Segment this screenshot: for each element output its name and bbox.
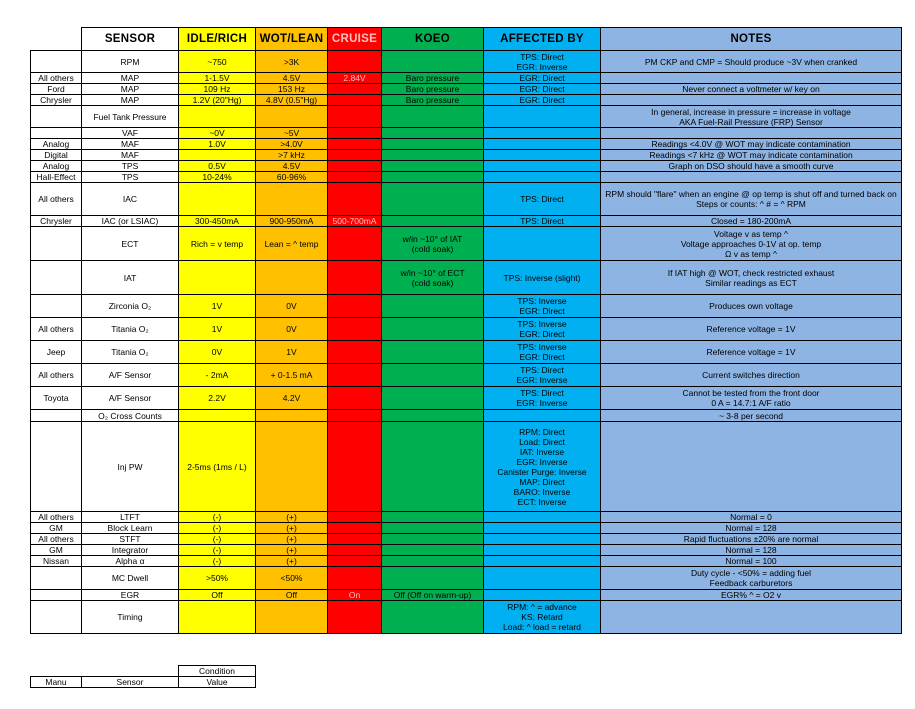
sensor-name-cell: IAT: [82, 261, 179, 295]
affected-by-cell: RPM: ^ = advance KS: Retard Load: ^ load = retard: [484, 601, 601, 634]
notes-cell: Never connect a voltmeter w/ key on: [601, 84, 902, 95]
legend-empty-cell: [31, 666, 82, 677]
notes-cell: Normal = 0: [601, 512, 902, 523]
sensor-name-cell: Titania O₂: [82, 318, 179, 341]
notes-cell: If IAT high @ WOT, check restricted exhaust Similar readings as ECT: [601, 261, 902, 295]
sensor-name-cell: Integrator: [82, 545, 179, 556]
table-row: [31, 128, 902, 139]
legend-row-bottom: [31, 677, 256, 688]
idle-rich-cell: [179, 150, 256, 161]
manufacturer-cell: All others: [31, 534, 82, 545]
sensor-name-cell: Timing: [82, 601, 179, 634]
legend-empty-cell: [82, 666, 179, 677]
cruise-cell: [328, 387, 382, 410]
table-row: [31, 227, 902, 261]
idle-rich-cell: (-): [179, 545, 256, 556]
manufacturer-cell: Jeep: [31, 341, 82, 364]
table-row: [31, 183, 902, 216]
affected-by-cell: [484, 150, 601, 161]
idle-rich-cell: 300-450mA: [179, 216, 256, 227]
affected-by-cell: [484, 106, 601, 128]
koeo-cell: [382, 51, 484, 73]
sensor-name-cell: Zirconia O₂: [82, 295, 179, 318]
manufacturer-cell: Analog: [31, 139, 82, 150]
idle-rich-cell: Off: [179, 590, 256, 601]
table-row: [31, 601, 902, 634]
koeo-cell: [382, 341, 484, 364]
notes-cell: Voltage v as temp ^ Voltage approaches 0-1V at op. temp Ω v as temp ^: [601, 227, 902, 261]
table-row: [31, 51, 902, 73]
wot-lean-cell: >3K: [256, 51, 328, 73]
wot-lean-cell: (+): [256, 523, 328, 534]
cruise-cell: 2.84V: [328, 73, 382, 84]
wot-lean-cell: 1V: [256, 341, 328, 364]
wot-lean-cell: (+): [256, 556, 328, 567]
affected-by-cell: [484, 227, 601, 261]
idle-rich-cell: 109 Hz: [179, 84, 256, 95]
affected-by-cell: [484, 567, 601, 590]
table-row: [31, 216, 902, 227]
sensor-name-cell: TPS: [82, 172, 179, 183]
wot-lean-cell: (+): [256, 534, 328, 545]
wot-lean-cell: [256, 410, 328, 422]
wot-lean-cell: Lean = ^ temp: [256, 227, 328, 261]
table-row: [31, 567, 902, 590]
idle-rich-cell: >50%: [179, 567, 256, 590]
wot-lean-cell: (+): [256, 545, 328, 556]
sensor-name-cell: MC Dwell: [82, 567, 179, 590]
manufacturer-cell: [31, 227, 82, 261]
affected-by-cell: RPM: Direct Load: Direct IAT: Inverse EGR: Inverse Canister Purge: Inverse MAP: Direct BARO: Inverse ECT: Inverse: [484, 422, 601, 512]
header-notes: NOTES: [601, 28, 902, 51]
cruise-cell: [328, 545, 382, 556]
cruise-cell: [328, 422, 382, 512]
table-row: [31, 139, 902, 150]
manufacturer-cell: Nissan: [31, 556, 82, 567]
manufacturer-cell: All others: [31, 364, 82, 387]
table-row: [31, 150, 902, 161]
notes-cell: Graph on DSO should have a smooth curve: [601, 161, 902, 172]
sensor-name-cell: STFT: [82, 534, 179, 545]
affected-by-cell: [484, 590, 601, 601]
table-row: [31, 73, 902, 84]
idle-rich-cell: 1.2V (20"Hg): [179, 95, 256, 106]
affected-by-cell: TPS: Direct: [484, 183, 601, 216]
sensor-name-cell: IAC: [82, 183, 179, 216]
koeo-cell: Off (Off on warm-up): [382, 590, 484, 601]
legend-manu: Manu: [31, 677, 82, 688]
table-row: [31, 387, 902, 410]
wot-lean-cell: 4.5V: [256, 161, 328, 172]
table-row: [31, 106, 902, 128]
koeo-cell: [382, 128, 484, 139]
manufacturer-cell: [31, 261, 82, 295]
wot-lean-cell: Off: [256, 590, 328, 601]
cruise-cell: 500-700mA: [328, 216, 382, 227]
header-koeo: KOEO: [382, 28, 484, 51]
cruise-cell: [328, 128, 382, 139]
manufacturer-cell: [31, 601, 82, 634]
manufacturer-cell: [31, 567, 82, 590]
affected-by-cell: [484, 410, 601, 422]
manufacturer-cell: [31, 410, 82, 422]
cruise-cell: [328, 556, 382, 567]
cruise-cell: [328, 51, 382, 73]
notes-cell: Normal = 128: [601, 545, 902, 556]
table-row: [31, 512, 902, 523]
idle-rich-cell: 1V: [179, 318, 256, 341]
notes-cell: Readings <4.0V @ WOT may indicate contamination: [601, 139, 902, 150]
manufacturer-cell: Digital: [31, 150, 82, 161]
wot-lean-cell: 60-96%: [256, 172, 328, 183]
cruise-cell: [328, 364, 382, 387]
notes-cell: Current switches direction: [601, 364, 902, 387]
cruise-cell: [328, 84, 382, 95]
wot-lean-cell: [256, 261, 328, 295]
sensor-name-cell: Block Learn: [82, 523, 179, 534]
notes-cell: [601, 422, 902, 512]
affected-by-cell: TPS: Inverse EGR: Direct: [484, 295, 601, 318]
table-row: [31, 318, 902, 341]
wot-lean-cell: [256, 183, 328, 216]
koeo-cell: [382, 139, 484, 150]
koeo-cell: [382, 410, 484, 422]
manufacturer-cell: All others: [31, 183, 82, 216]
notes-cell: Cannot be tested from the front door 0 A = 14.7:1 A/F ratio: [601, 387, 902, 410]
notes-cell: Readings <7 kHz @ WOT may indicate contamination: [601, 150, 902, 161]
idle-rich-cell: Rich = v temp: [179, 227, 256, 261]
cruise-cell: [328, 318, 382, 341]
notes-cell: RPM should "flare" when an engine @ op temp is shut off and turned back on Steps or counts: ^ # = ^ RPM: [601, 183, 902, 216]
table-row: [31, 261, 902, 295]
koeo-cell: [382, 523, 484, 534]
koeo-cell: [382, 545, 484, 556]
manufacturer-cell: [31, 106, 82, 128]
table-row: [31, 556, 902, 567]
cruise-cell: [328, 139, 382, 150]
affected-by-cell: TPS: Direct EGR: Inverse: [484, 364, 601, 387]
legend-key: [30, 665, 256, 688]
sensor-name-cell: ECT: [82, 227, 179, 261]
wot-lean-cell: >7 kHz: [256, 150, 328, 161]
manufacturer-cell: All others: [31, 512, 82, 523]
idle-rich-cell: 0V: [179, 341, 256, 364]
table-row: [31, 172, 902, 183]
sensor-name-cell: MAF: [82, 150, 179, 161]
sensor-name-cell: Inj PW: [82, 422, 179, 512]
koeo-cell: w/in ~10° of ECT (cold soak): [382, 261, 484, 295]
koeo-cell: [382, 106, 484, 128]
manufacturer-cell: Analog: [31, 161, 82, 172]
affected-by-cell: [484, 523, 601, 534]
notes-cell: [601, 73, 902, 84]
sensor-name-cell: O₂ Cross Counts: [82, 410, 179, 422]
cruise-cell: [328, 95, 382, 106]
manufacturer-cell: [31, 128, 82, 139]
affected-by-cell: [484, 545, 601, 556]
manufacturer-cell: GM: [31, 545, 82, 556]
notes-cell: PM CKP and CMP = Should produce ~3V when cranked: [601, 51, 902, 73]
affected-by-cell: TPS: Inverse (slight): [484, 261, 601, 295]
notes-cell: Normal = 128: [601, 523, 902, 534]
table-row: [31, 523, 902, 534]
cruise-cell: [328, 261, 382, 295]
sensor-name-cell: LTFT: [82, 512, 179, 523]
notes-cell: Normal = 100: [601, 556, 902, 567]
sensor-name-cell: VAF: [82, 128, 179, 139]
manufacturer-cell: All others: [31, 73, 82, 84]
idle-rich-cell: [179, 183, 256, 216]
wot-lean-cell: 4.2V: [256, 387, 328, 410]
manufacturer-cell: Chrysler: [31, 95, 82, 106]
cruise-cell: [328, 172, 382, 183]
idle-rich-cell: (-): [179, 534, 256, 545]
affected-by-cell: EGR: Direct: [484, 73, 601, 84]
notes-cell: In general, increase in pressure = increase in voltage AKA Fuel-Rail Pressure (FRP) Sensor: [601, 106, 902, 128]
sensor-name-cell: Fuel Tank Pressure: [82, 106, 179, 128]
koeo-cell: Baro pressure: [382, 73, 484, 84]
sensor-name-cell: A/F Sensor: [82, 364, 179, 387]
cruise-cell: [328, 523, 382, 534]
wot-lean-cell: ~5V: [256, 128, 328, 139]
table-row: [31, 590, 902, 601]
table-row: [31, 364, 902, 387]
affected-by-cell: TPS: Direct EGR: Inverse: [484, 51, 601, 73]
idle-rich-cell: (-): [179, 523, 256, 534]
sensor-name-cell: RPM: [82, 51, 179, 73]
wot-lean-cell: [256, 601, 328, 634]
legend-value: Value: [179, 677, 256, 688]
wot-lean-cell: <50%: [256, 567, 328, 590]
affected-by-cell: [484, 161, 601, 172]
idle-rich-cell: 0.5V: [179, 161, 256, 172]
sensor-name-cell: A/F Sensor: [82, 387, 179, 410]
cruise-cell: [328, 106, 382, 128]
cruise-cell: [328, 227, 382, 261]
header-row: [31, 28, 902, 51]
affected-by-cell: TPS: Inverse EGR: Direct: [484, 341, 601, 364]
header-idle-rich: IDLE/RICH: [179, 28, 256, 51]
idle-rich-cell: [179, 106, 256, 128]
manufacturer-cell: [31, 590, 82, 601]
cruise-cell: [328, 341, 382, 364]
cruise-cell: [328, 567, 382, 590]
sensor-name-cell: IAC (or LSIAC): [82, 216, 179, 227]
wot-lean-cell: 4.5V: [256, 73, 328, 84]
wot-lean-cell: 900-950mA: [256, 216, 328, 227]
idle-rich-cell: 1-1.5V: [179, 73, 256, 84]
manufacturer-cell: Chrysler: [31, 216, 82, 227]
notes-cell: ~ 3-8 per second: [601, 410, 902, 422]
cruise-cell: [328, 150, 382, 161]
legend-sensor: Sensor: [82, 677, 179, 688]
table-row: [31, 422, 902, 512]
sensor-name-cell: Titania O₂: [82, 341, 179, 364]
idle-rich-cell: ~0V: [179, 128, 256, 139]
table-body: [31, 51, 902, 634]
koeo-cell: [382, 183, 484, 216]
idle-rich-cell: (-): [179, 556, 256, 567]
notes-cell: Reference voltage = 1V: [601, 318, 902, 341]
affected-by-cell: EGR: Direct: [484, 84, 601, 95]
koeo-cell: w/in ~10° of IAT (cold soak): [382, 227, 484, 261]
sensor-name-cell: TPS: [82, 161, 179, 172]
header-wot-lean: WOT/LEAN: [256, 28, 328, 51]
sensor-name-cell: Alpha α: [82, 556, 179, 567]
header-sensor: SENSOR: [82, 28, 179, 51]
notes-cell: [601, 601, 902, 634]
table-row: [31, 295, 902, 318]
wot-lean-cell: 4.8V (0.5"Hg): [256, 95, 328, 106]
koeo-cell: [382, 150, 484, 161]
manufacturer-cell: All others: [31, 318, 82, 341]
notes-cell: Duty cycle - <50% = adding fuel Feedback carburetors: [601, 567, 902, 590]
sensor-name-cell: EGR: [82, 590, 179, 601]
affected-by-cell: TPS: Inverse EGR: Direct: [484, 318, 601, 341]
notes-cell: [601, 95, 902, 106]
manufacturer-cell: Ford: [31, 84, 82, 95]
koeo-cell: [382, 422, 484, 512]
wot-lean-cell: >4.0V: [256, 139, 328, 150]
cruise-cell: [328, 410, 382, 422]
notes-cell: EGR% ^ = O2 v: [601, 590, 902, 601]
manufacturer-cell: Toyota: [31, 387, 82, 410]
koeo-cell: [382, 172, 484, 183]
idle-rich-cell: 1.0V: [179, 139, 256, 150]
koeo-cell: [382, 161, 484, 172]
table-row: [31, 341, 902, 364]
koeo-cell: [382, 216, 484, 227]
affected-by-cell: [484, 139, 601, 150]
notes-cell: Reference voltage = 1V: [601, 341, 902, 364]
koeo-cell: [382, 556, 484, 567]
idle-rich-cell: - 2mA: [179, 364, 256, 387]
cruise-cell: [328, 183, 382, 216]
koeo-cell: [382, 387, 484, 410]
idle-rich-cell: ~750: [179, 51, 256, 73]
notes-cell: [601, 128, 902, 139]
koeo-cell: [382, 318, 484, 341]
table-row: [31, 534, 902, 545]
legend-row-top: [31, 666, 256, 677]
manufacturer-cell: GM: [31, 523, 82, 534]
koeo-cell: [382, 534, 484, 545]
manufacturer-cell: [31, 422, 82, 512]
affected-by-cell: [484, 512, 601, 523]
koeo-cell: [382, 364, 484, 387]
koeo-cell: [382, 567, 484, 590]
idle-rich-cell: (-): [179, 512, 256, 523]
sensor-reference-table: [30, 27, 902, 634]
manufacturer-cell: [31, 295, 82, 318]
wot-lean-cell: 0V: [256, 318, 328, 341]
notes-cell: Produces own voltage: [601, 295, 902, 318]
affected-by-cell: EGR: Direct: [484, 95, 601, 106]
koeo-cell: [382, 295, 484, 318]
idle-rich-cell: [179, 601, 256, 634]
cruise-cell: [328, 295, 382, 318]
notes-cell: Rapid fluctuations ±20% are normal: [601, 534, 902, 545]
sensor-name-cell: MAP: [82, 95, 179, 106]
idle-rich-cell: 1V: [179, 295, 256, 318]
cruise-cell: [328, 512, 382, 523]
wot-lean-cell: (+): [256, 512, 328, 523]
header-cruise: CRUISE: [328, 28, 382, 51]
cruise-cell: [328, 534, 382, 545]
idle-rich-cell: [179, 261, 256, 295]
idle-rich-cell: 2-5ms (1ms / L): [179, 422, 256, 512]
wot-lean-cell: 0V: [256, 295, 328, 318]
wot-lean-cell: [256, 106, 328, 128]
affected-by-cell: [484, 534, 601, 545]
wot-lean-cell: 153 Hz: [256, 84, 328, 95]
wot-lean-cell: + 0-1.5 mA: [256, 364, 328, 387]
notes-cell: [601, 172, 902, 183]
notes-cell: Closed = 180-200mA: [601, 216, 902, 227]
affected-by-cell: [484, 556, 601, 567]
koeo-cell: [382, 601, 484, 634]
affected-by-cell: TPS: Direct: [484, 216, 601, 227]
table-row: [31, 545, 902, 556]
wot-lean-cell: [256, 422, 328, 512]
table-row: [31, 410, 902, 422]
legend-condition: Condition: [179, 666, 256, 677]
sensor-name-cell: MAP: [82, 73, 179, 84]
affected-by-cell: TPS: Direct EGR: Inverse: [484, 387, 601, 410]
idle-rich-cell: [179, 410, 256, 422]
cruise-cell: [328, 161, 382, 172]
table-row: [31, 84, 902, 95]
manufacturer-cell: Hall-Effect: [31, 172, 82, 183]
header-affected-by: AFFECTED BY: [484, 28, 601, 51]
sensor-name-cell: MAF: [82, 139, 179, 150]
sensor-name-cell: MAP: [82, 84, 179, 95]
table-row: [31, 95, 902, 106]
idle-rich-cell: 2.2V: [179, 387, 256, 410]
koeo-cell: Baro pressure: [382, 84, 484, 95]
header-manu: [31, 28, 82, 51]
koeo-cell: Baro pressure: [382, 95, 484, 106]
manufacturer-cell: [31, 51, 82, 73]
koeo-cell: [382, 512, 484, 523]
idle-rich-cell: 10-24%: [179, 172, 256, 183]
table-row: [31, 161, 902, 172]
cruise-cell: On: [328, 590, 382, 601]
cruise-cell: [328, 601, 382, 634]
affected-by-cell: [484, 172, 601, 183]
affected-by-cell: [484, 128, 601, 139]
